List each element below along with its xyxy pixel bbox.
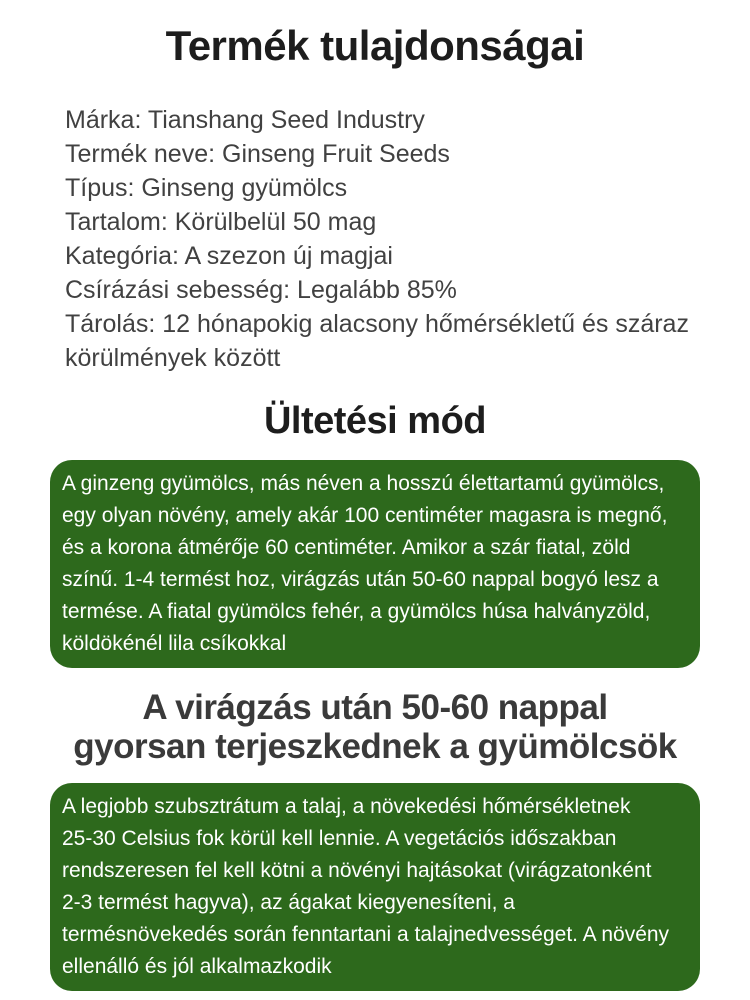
- growth-care-description-line: ellenálló és jól alkalmazkodik: [62, 955, 332, 978]
- property-germination-rate: Csírázási sebesség: Legalább 85%: [65, 276, 457, 304]
- planting-description-box: [50, 460, 700, 668]
- property-type: Típus: Ginseng gyümölcs: [65, 174, 348, 202]
- growth-care-description-line: termésnövekedés során fenntartani a talajnedvességet. A növény: [62, 923, 670, 946]
- property-brand: Márka: Tianshang Seed Industry: [65, 106, 425, 134]
- fruit-growth-heading-line: gyorsan terjeszkednek a gyümölcsök: [73, 727, 677, 766]
- page-title: Termék tulajdonságai: [165, 22, 585, 69]
- growth-care-description-line: 2-3 termést hagyva), az ágakat kiegyenesíteni, a: [62, 891, 515, 914]
- planting-description-line: A ginzeng gyümölcs, más néven a hosszú élettartamú gyümölcs,: [62, 472, 665, 495]
- planting-description-line: és a korona átmérője 60 centiméter. Amikor a szár fiatal, zöld: [62, 536, 631, 559]
- planting-description-line: köldökénél lila csíkokkal: [62, 632, 287, 655]
- property-product-name: Termék neve: Ginseng Fruit Seeds: [65, 140, 450, 168]
- fruit-growth-heading: [0, 688, 750, 766]
- property-storage: Tárolás: 12 hónapokig alacsony hőmérsékletű és száraz körülmények között: [65, 310, 689, 372]
- product-properties-list: [65, 103, 725, 375]
- property-category: Kategória: A szezon új magjai: [65, 242, 393, 270]
- fruit-growth-heading-line: A virágzás után 50-60 nappal: [142, 688, 608, 727]
- growth-care-description-line: A legjobb szubsztrátum a talaj, a növekedési hőmérsékletnek: [62, 795, 631, 818]
- growth-care-description-line: 25-30 Celsius fok körül kell lennie. A vegetációs időszakban: [62, 827, 617, 850]
- planting-method-heading: Ültetési mód: [263, 400, 487, 442]
- planting-description-line: termése. A fiatal gyümölcs fehér, a gyümölcs húsa halványzöld,: [62, 600, 651, 623]
- planting-description-line: színű. 1-4 termést hoz, virágzás után 50-60 nappal bogyó lesz a: [62, 568, 659, 591]
- growth-care-description-box: [50, 783, 700, 991]
- planting-description-line: egy olyan növény, amely akár 100 centiméter magasra is megnő,: [62, 504, 668, 527]
- property-content: Tartalom: Körülbelül 50 mag: [65, 208, 377, 236]
- growth-care-description-line: rendszeresen fel kell kötni a növényi hajtásokat (virágzatonként: [62, 859, 652, 882]
